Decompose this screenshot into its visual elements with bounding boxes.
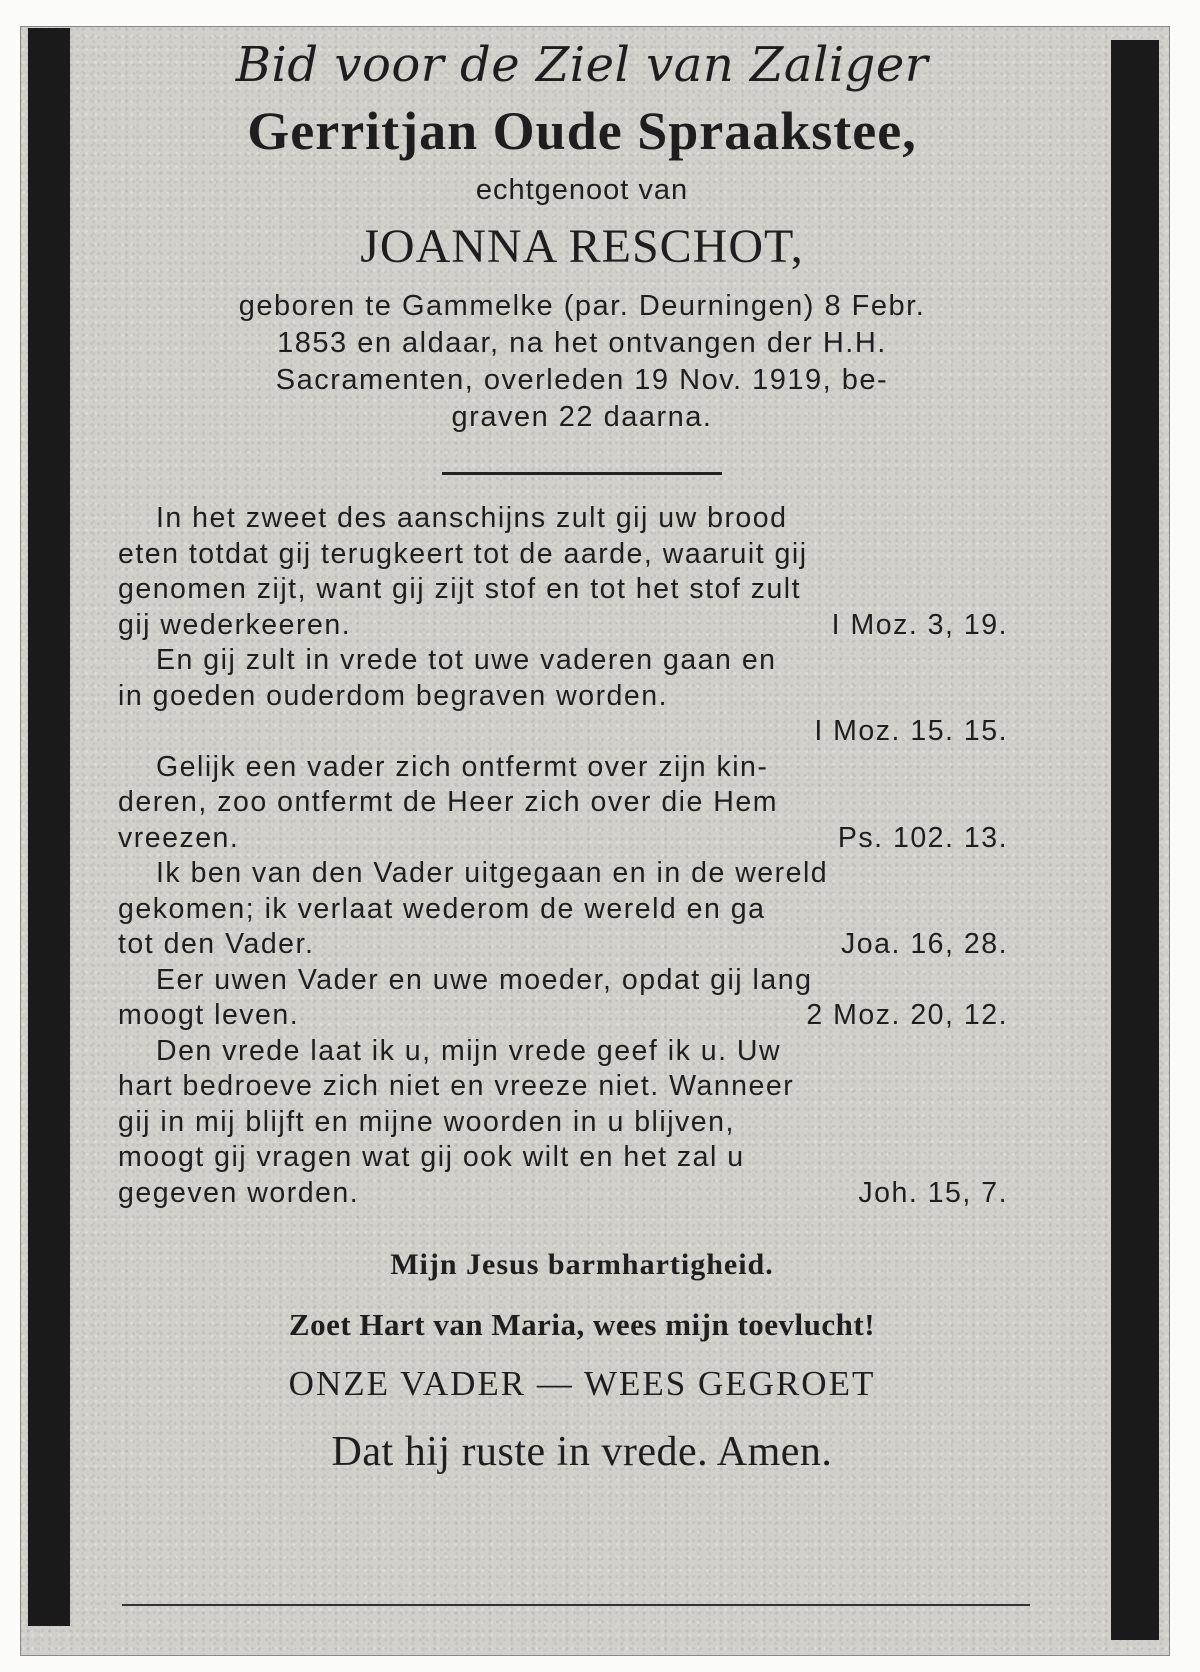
verse-closing-line [118, 927, 1046, 963]
verse-line: Ik ben van den Vader uitgegaan en in de wereld [156, 857, 829, 889]
card-content [118, 34, 1046, 1481]
divider-rule [442, 472, 722, 475]
verse-line: En gij zult in vrede tot uwe vaderen gaan en [156, 644, 777, 676]
bottom-rule [122, 1604, 1030, 1606]
closing-prayer-names: ONZE VADER — WEES GEGROET [288, 1364, 876, 1403]
verse-line: Gelijk een vader zich ontfermt over zijn kin- [156, 750, 769, 783]
verse-line: in goeden ouderdom begraven worden. [118, 679, 669, 712]
biography-line: Sacramenten, overleden 19 Nov. 1919, be- [275, 364, 889, 396]
closing-rest-in-peace: Dat hij ruste in vrede. Amen. [331, 1429, 833, 1475]
verse-line: vreezen. [118, 821, 240, 854]
verse-line: moogt gij vragen wat gij ook wilt en het zal u [118, 1141, 745, 1173]
verse-reference: 2 Moz. 20, 12. [806, 999, 1008, 1031]
verse-line: genomen zijt, want gij zijt stof en tot het stof zult [118, 573, 802, 605]
biography [118, 288, 1046, 436]
verse-line: tot den Vader. [118, 928, 315, 960]
mourning-border-right [1111, 40, 1159, 1640]
spouse-label: echtgenoot van [475, 174, 689, 206]
verse-reference: I Moz. 3, 19. [831, 608, 1008, 641]
deceased-name: Gerritjan Oude Spraakstee, [247, 101, 917, 161]
verse-reference: I Moz. 15. 15. [814, 715, 1008, 747]
verse-line: gij wederkeeren. [118, 608, 352, 641]
verse-line: Den vrede laat ik u, mijn vrede geef ik u. Uw [156, 1034, 782, 1067]
closing-prayer-maria: Zoet Hart van Maria, wees mijn toevlucht! [288, 1307, 876, 1342]
verse-reference: Ps. 102. 13. [837, 821, 1008, 854]
mourning-border-left [28, 28, 70, 1626]
verse-closing-line [118, 1176, 1046, 1212]
verse-closing-line [118, 998, 1046, 1034]
verse-closing-line [118, 821, 1046, 857]
biography-line: 1853 en aldaar, na het ontvangen der H.H. [277, 327, 887, 359]
invocation-heading: Bid voor de Ziel van Zaliger [235, 37, 929, 93]
verse-line: In het zweet des aanschijns zult gij uw brood [156, 502, 788, 534]
biography-line: graven 22 daarna. [451, 401, 713, 433]
verse-reference: Joa. 16, 28. [841, 928, 1008, 960]
printer-imprint-cropped [122, 1616, 1030, 1646]
verse-line: eten totdat gij terugkeert tot de aarde, waaruit gij [118, 537, 808, 570]
spouse-name: JOANNA RESCHOT, [360, 220, 804, 273]
verse-line: hart bedroeve zich niet en vreeze niet. Wanneer [118, 1070, 795, 1102]
verse-line: gekomen; ik verlaat wederom de wereld en ga [118, 892, 766, 925]
biography-line: geboren te Gammelke (par. Deurningen) 8 Febr. [238, 290, 926, 322]
scripture-verses [118, 501, 1046, 1211]
verse-line: moogt leven. [118, 999, 300, 1031]
verse-reference: Joh. 15, 7. [858, 1176, 1008, 1209]
verse-line: gegeven worden. [118, 1176, 360, 1209]
verse-closing-line [118, 608, 1046, 644]
closing-prayer-mercy: Mijn Jesus barmhartigheid. [390, 1248, 774, 1281]
verse-line: deren, zoo ontfermt de Heer zich over die Hem [118, 786, 778, 818]
verse-line: Eer uwen Vader en uwe moeder, opdat gij lang [156, 963, 813, 996]
verse-line: gij in mij blijft en mijne woorden in u blijven, [118, 1105, 735, 1138]
